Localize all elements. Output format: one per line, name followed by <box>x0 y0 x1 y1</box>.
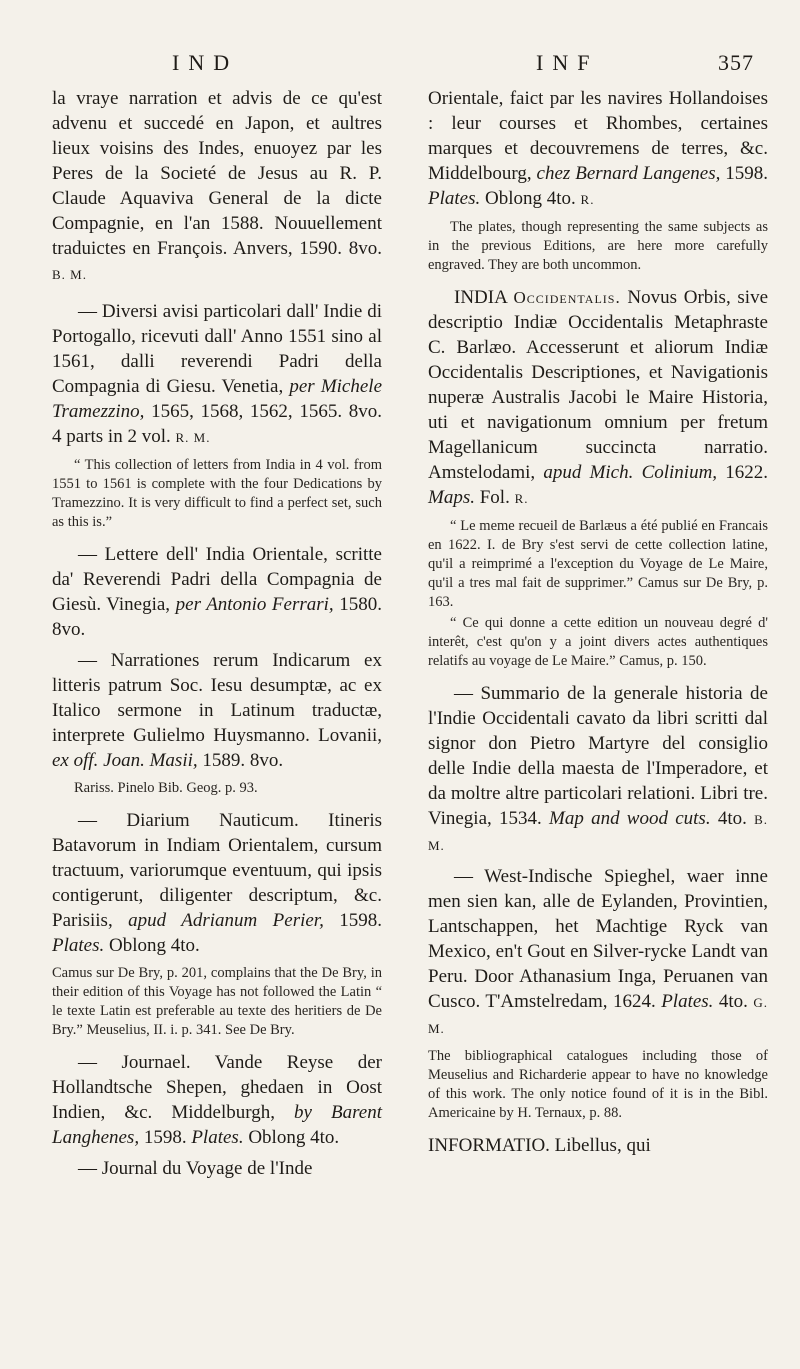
note-barlaeus-1: “ Le meme recueil de Barlæus a été publié en Francais en 1622. I. de Bry s'est servi de cette collection latine, qu'il a reimprimé a l'exception du Voyage de Le Maire, qu'il a tres mal fait de supprimer.” Camus sur De Bry, p. 163. <box>428 518 768 610</box>
entry-japon: la vraye narration et advis de ce qu'est advenu et succedé en Japon, et aultres lieux voisins des Indes, enuoyez par les Peres de la Societé de Jesus au R. P. Claude Aquaviva General de la dicte Compagnie, en l'an 1588. Nouuellement traduictes en François. Anvers, 1590. 8vo. B. M. <box>52 88 382 282</box>
note-barlaeus-2: “ Ce qui donne a cette edition un nouveau degré d' interêt, c'est qu'on y a joint divers actes authentiques relatifs au voyage de Le Maire.” Camus, p. 150. <box>428 615 768 669</box>
left-column <box>52 86 382 1181</box>
entry-diarium: — Diarium Nauticum. Itineris Batavorum in Indiam Orientalem, cursum tractuum, variorumque eventuum, qui ipsis contigerunt, diligenter descriptum, &c. Parisiis, apud Adrianum Perier, 1598. Plates. Oblong 4to. <box>52 810 383 956</box>
header-right-word: INF <box>536 50 599 75</box>
entry-journal-cont: Orientale, faict par les navires Hollandoises : leur courses et Rhombes, certaines marques et decouvremens de terres, &c. Middelbourg, chez Bernard Langenes, 1598. Plates. Oblong 4to. R. <box>428 88 769 209</box>
header-left-word: IND <box>172 50 239 75</box>
note-diversi-avisi: “ This collection of letters from India in 4 vol. from 1551 to 1561 is complete with the four Dedications by Tramezzino. It is very difficult to find a perfect set, such as this is.” <box>52 457 382 530</box>
entry-west-indische: — West-Indische Spieghel, waer inne men sien kan, alle de Eylanden, Provintien, Lantschappen, het Machtige Ryck van Mexico, en't Gout en Silver-rycke Landt van Peru. Door Athanasium Inga, Peruanen van Cusco. T'Amstelredam, 1624. Plates. 4to. G. M. <box>428 866 769 1036</box>
entry-narrationes: — Narrationes rerum Indicarum ex litteris patrum Soc. Iesu desumptæ, ac ex Italico sermone in Latinum traductæ, interprete Gulielmo Huysmanno. Lovanii, ex off. Joan. Masii, 1589. 8vo. <box>52 650 382 771</box>
note-west-indische: The bibliographical catalogues including those of Meuselius and Richarderie appear to have no knowledge of this work. The only notice found of it is in the Bibl. Americaine by H. Ternaux, p. 88. <box>428 1048 768 1121</box>
right-column <box>428 86 768 1158</box>
holder-sig: B. M. <box>52 267 87 282</box>
entry-journal-start: — Journal du Voyage de l'Inde <box>78 1158 313 1179</box>
entry-journael: — Journael. Vande Reyse der Hollandtsche Shepen, ghedaen in Oost Indien, &c. Middelburgh, by Barent Langhenes, 1598. Plates. Oblong 4to. <box>52 1052 382 1148</box>
page-number: 357 <box>718 50 754 75</box>
entry-summario: — Summario de la generale historia de l'Indie Occidentali cavato da libri scritti dal signor don Pietro Martyre del consiglio delle Indie della maesta de l'Imperadore, et da moltre altre particolari relationi. Libri tre. Vinegia, 1534. Map and wood cuts. 4to. B. M. <box>428 683 769 853</box>
running-header <box>0 50 800 86</box>
note-journal: The plates, though representing the same subjects as in the previous Editions, are here more carefully engraved. They are both uncommon. <box>428 219 768 273</box>
note-narrationes: Rariss. Pinelo Bib. Geog. p. 93. <box>74 780 258 796</box>
note-diarium: Camus sur De Bry, p. 201, complains that the De Bry, in their edition of this Voyage has not followed the Latin “ le texte Latin est preferable au texte des heritiers de De Bry.” Meuselius, II. i. p. 341. See De Bry. <box>52 965 382 1038</box>
headword: INDIA <box>454 287 507 308</box>
entry-informatio: INFORMATIO. Libellus, qui <box>428 1135 651 1156</box>
entry-lettere: — Lettere dell' India Orientale, scritte da' Reverendi Padri della Compagnia de Giesù. Vinegia, per Antonio Ferrari, 1580. 8vo. <box>52 544 383 640</box>
entry-diversi-avisi: — Diversi avisi particolari dall' Indie di Portogallo, ricevuti dall' Anno 1551 sino al 1561, dalli reverendi Padri della Compagnia di Giesu. Venetia, per Michele Tramezzino, 1565, 1568, 1562, 1565. 8vo. 4 parts in 2 vol. R. M. <box>52 301 382 447</box>
entry-india-occidentalis: INDIA Occidentalis. Novus Orbis, sive descriptio Indiæ Occidentalis Metaphraste C. Barlæo. Accesserunt et aliorum Indiæ Occidentalis Descriptiones, et Navigationis nuperæ Australis Jacobi le Maire Historia, uti et navigationum omnium per fretum Magellanicum succincta narratio. Amstelodami, apud Mich. Colinium, 1622. Maps. Fol. R. <box>428 287 769 508</box>
